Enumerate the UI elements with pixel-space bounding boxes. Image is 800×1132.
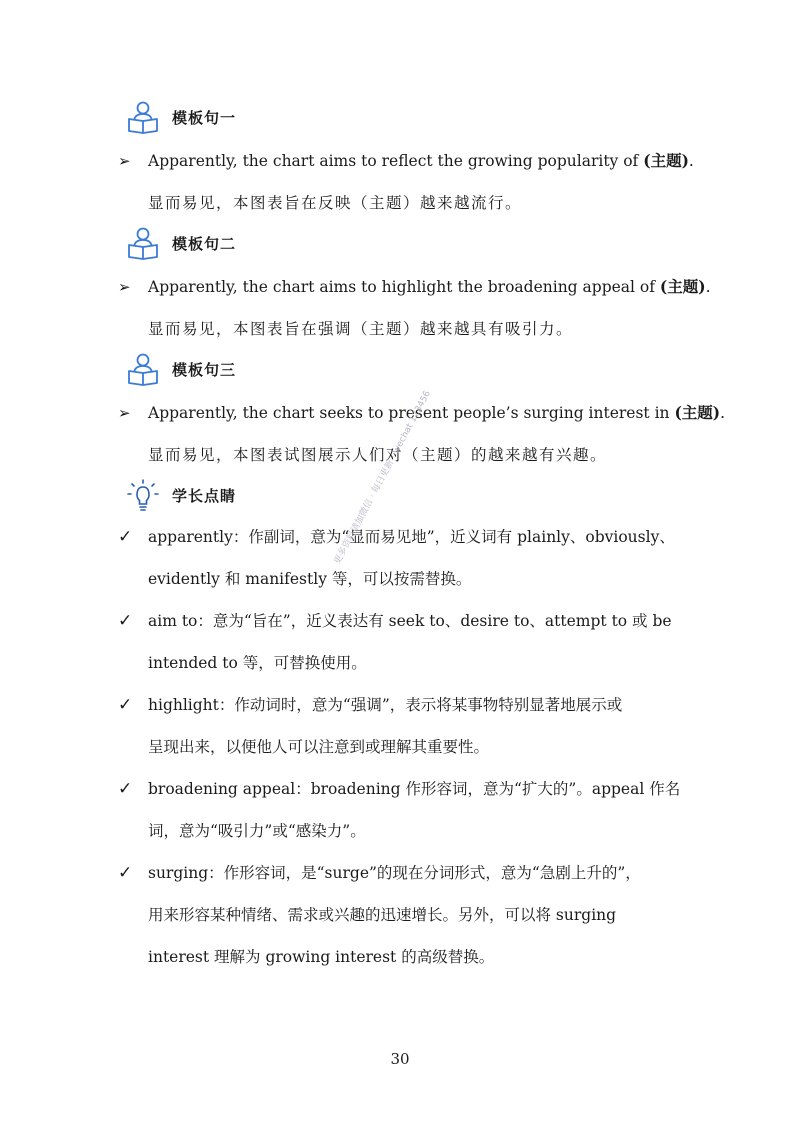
template-title-2: 模板句二: [172, 234, 237, 253]
topic-placeholder: (主题): [659, 277, 706, 296]
reader-icon: [126, 100, 160, 134]
check-bullet-icon: ✓: [118, 611, 133, 631]
tip-line: broadening appeal：broadening 作形容词，意为“扩大的”。appeal 作名: [148, 780, 681, 798]
template-header-1: [126, 100, 236, 134]
tips-title: 学长点睛: [172, 486, 237, 505]
lightbulb-icon: [126, 478, 160, 512]
template-title-1: 模板句一: [172, 108, 237, 127]
tip-line: highlight：作动词时，意为“强调”，表示将某事物特别显著地展示或: [148, 696, 623, 714]
template-sentence-cn-1: 显而易见，本图表旨在反映（主题）越来越流行。: [148, 194, 523, 212]
template-sentence-en-2: Apparently, the chart aims to highlight the broadening appeal of (主题).: [148, 277, 711, 296]
check-bullet-icon: ✓: [118, 695, 133, 715]
tip-line: intended to 等，可替换使用。: [148, 654, 367, 672]
template-sentence-cn-3: 显而易见，本图表试图展示人们对（主题）的越来越有兴趣。: [148, 446, 608, 464]
tips-header: [126, 478, 236, 512]
template-sentence-en-1: Apparently, the chart aims to reflect the growing popularity of (主题).: [148, 151, 694, 170]
check-bullet-icon: ✓: [118, 863, 133, 883]
arrow-bullet-icon: ➢: [118, 152, 131, 170]
tip-line: 词，意为“吸引力”或“感染力”。: [148, 822, 366, 840]
arrow-bullet-icon: ➢: [118, 278, 131, 296]
tip-line: apparently：作副词，意为“显而易见地”，近义词有 plainly、obviously、: [148, 528, 675, 546]
template-header-3: [126, 352, 236, 386]
reader-icon: [126, 226, 160, 260]
arrow-bullet-icon: ➢: [118, 404, 131, 422]
tip-line: 用来形容某种情绪、需求或兴趣的迅速增长。另外，可以将 surging: [148, 906, 617, 924]
topic-placeholder: (主题): [643, 151, 689, 170]
template-header-2: [126, 226, 236, 260]
template-sentence-cn-2: 显而易见，本图表旨在强调（主题）越来越具有吸引力。: [148, 320, 574, 338]
tip-line: interest 理解为 growing interest 的高级替换。: [148, 948, 495, 966]
check-bullet-icon: ✓: [118, 779, 133, 799]
check-bullet-icon: ✓: [118, 527, 133, 547]
tip-line: 呈现出来，以便他人可以注意到或理解其重要性。: [148, 738, 490, 756]
template-sentence-en-3: Apparently, the chart seeks to present people’s surging interest in (主题).: [148, 403, 726, 422]
tip-line: aim to：意为“旨在”，近义表达有 seek to、desire to、attempt to 或 be: [148, 612, 672, 630]
watermark: 更多资料请加微信 · 每日更新 · wechat 123456: [332, 389, 434, 567]
tip-line: surging：作形容词，是“surge”的现在分词形式，意为“急剧上升的”，: [148, 864, 641, 882]
topic-placeholder: (主题): [674, 403, 721, 422]
tip-line: evidently 和 manifestly 等，可以按需替换。: [148, 570, 472, 588]
template-title-3: 模板句三: [172, 360, 237, 379]
page-number: 30: [390, 1050, 410, 1068]
reader-icon: [126, 352, 160, 386]
